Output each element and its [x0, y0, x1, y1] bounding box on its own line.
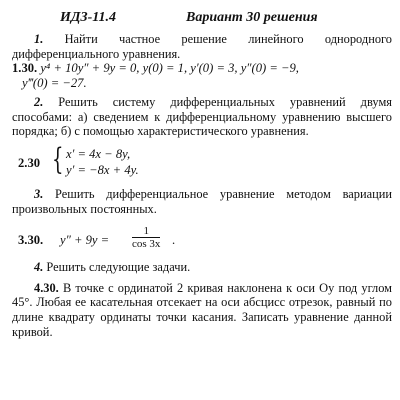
- problem-1-30-equation-line2: y‴(0) = −27.: [22, 76, 87, 91]
- problem-3-30-end: .: [172, 233, 176, 248]
- problem-3-30: [12, 222, 392, 256]
- system-brace: {: [52, 141, 64, 177]
- problem-4-30-label: 4.30.: [34, 280, 59, 295]
- variant-title: Вариант 30 решения: [186, 10, 318, 25]
- system-equation-1: x′ = 4x − 8y,: [66, 146, 131, 161]
- task-2-number: 2.: [34, 95, 44, 110]
- task-4-statement: [12, 260, 392, 275]
- problem-2-30: [12, 141, 392, 181]
- fraction-numerator: 1: [143, 225, 149, 238]
- task-1-text: Найти частное решение линейного однородного дифференциального уравнения.: [12, 32, 392, 61]
- task-3-text: Решить дифференциальное уравнение методом вариации произвольных постоянных.: [12, 186, 392, 216]
- task-1-number: 1.: [34, 32, 44, 46]
- task-3-number: 3.: [34, 186, 44, 201]
- problem-4-30-text: В точке с ординатой 2 кривая наклонена к оси Oy под углом 45°. Любая ее касательная отсекает на оси абсцисс отрезок, равный по длине квадрату ординаты точки касания. Записать уравнение данной кривой.: [12, 280, 393, 339]
- problem-3-30-fraction: [132, 225, 160, 251]
- problem-1-30-label: 1.30.: [12, 61, 38, 76]
- problem-1-30-line2: [12, 76, 392, 91]
- problem-3-30-label: 3.30.: [18, 233, 44, 248]
- problem-1-30: [12, 61, 392, 76]
- problem-4-30: [12, 281, 392, 339]
- assignment-code: ИДЗ-11.4: [60, 10, 116, 25]
- task-2-text: Решить систему дифференциальных уравнений двумя способами: а) сведением к дифференциальному уравнению высшего порядка; б) с помощью характеристического уравнения.: [12, 95, 392, 139]
- task-2-statement: [12, 95, 392, 139]
- document-header: [12, 6, 392, 28]
- problem-1-30-equation-line1: y⁴ + 10y″ + 9y = 0, y(0) = 1, y′(0) = 3, y″(0) = −9,: [40, 61, 299, 76]
- problem-3-30-lhs: y″ + 9y =: [60, 233, 110, 248]
- task-4-number: 4.: [34, 260, 44, 275]
- task-4-text: Решить следующие задачи.: [46, 260, 191, 275]
- fraction-denominator: cos 3x: [132, 238, 161, 251]
- task-1-statement: [12, 32, 392, 61]
- problem-2-30-label: 2.30: [18, 155, 41, 170]
- system-equation-2: y′ = −8x + 4y.: [66, 162, 139, 177]
- task-3-statement: [12, 187, 392, 216]
